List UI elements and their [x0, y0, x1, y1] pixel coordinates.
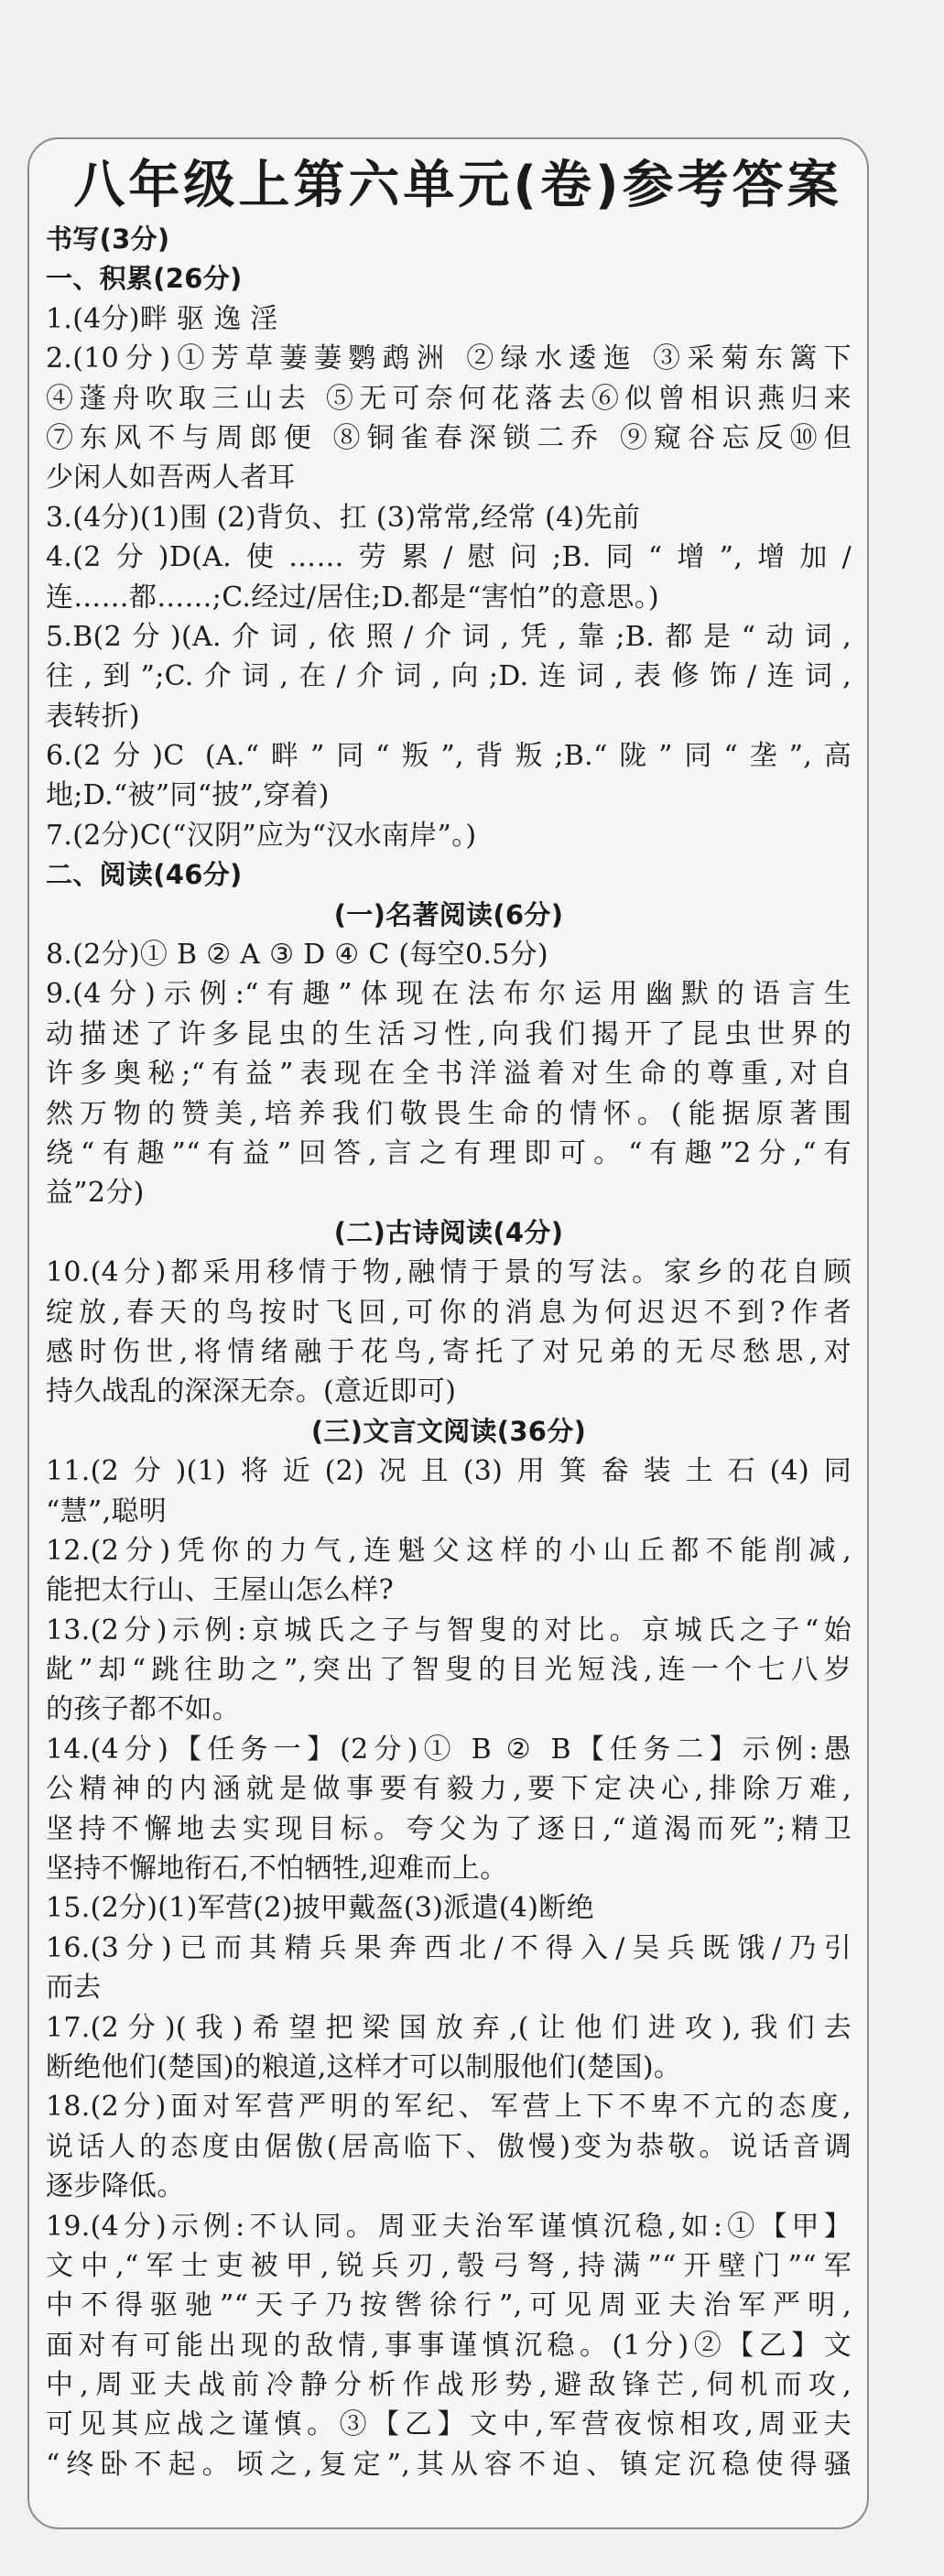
answer-content [46, 220, 852, 2484]
answer-line: 4.(2分)D(A.使……劳累/慰问;B.同“增”,增加/ [46, 541, 852, 574]
section-heading: 二、阅读(46分) [46, 859, 243, 891]
answer-line: 而去 [46, 1972, 102, 2005]
section-heading: (三)文言文阅读(36分) [310, 1415, 587, 1447]
answer-line: 少闲人如吾两人者耳 [46, 462, 296, 495]
section-heading: (一)名著阅读(6分) [333, 898, 564, 930]
answer-line: 往,到”;C.介词,在/介词,向;D.连词,表修饰/连词, [46, 660, 852, 693]
answer-line: 断绝他们(楚国)的粮道,这样才可以制服他们(楚国)。 [46, 2050, 682, 2083]
answer-line: 公精神的内涵就是做事要有毅力,要下定决心,排除万难, [46, 1773, 852, 1806]
answer-line: 18.(2分)面对军营严明的军纪、军营上下不卑不亢的态度, [46, 2091, 852, 2124]
answer-line: 说话人的态度由倨傲(居高临下、傲慢)变为恭敬。说话音调 [46, 2130, 852, 2163]
answer-line: 动描述了许多昆虫的生活习性,向我们揭开了昆虫世界的 [46, 1017, 852, 1050]
section-heading: (二)古诗阅读(4分) [333, 1216, 564, 1248]
answer-line: 龀”却“跳往助之”,突出了智叟的目光短浅,连一个七八岁 [46, 1654, 852, 1687]
answer-line: 的孩子都不如。 [46, 1693, 241, 1726]
answer-line: 绽放,春天的鸟按时飞回,可你的消息为何迟迟不到?作者 [46, 1296, 852, 1329]
answer-line: 11.(2分)(1)将近(2)况且(3)用箕畚装土石(4)同 [46, 1455, 852, 1488]
answer-line: 17.(2分)(我)希望把梁国放弃,(让他们进攻),我们去 [46, 2011, 852, 2044]
answer-line: ④蓬舟吹取三山去 ⑤无可奈何花落去⑥似曾相识燕归来 [46, 382, 852, 415]
section-heading: 一、积累(26分) [46, 263, 243, 295]
answer-line: 8.(2分)① B ② A ③ D ④ C (每空0.5分) [46, 939, 548, 972]
answer-line: 可见其应战之谨慎。③【乙】文中,军营夜惊相攻,周亚夫 [46, 2408, 852, 2441]
answer-line: 12.(2分)凭你的力气,连魁父这样的小山丘都不能削减, [46, 1534, 852, 1567]
answer-line: 绕“有趣”“有益”回答,言之有理即可。“有趣”2分,“有 [46, 1136, 852, 1169]
answer-line: 13.(2分)示例:京城氏之子与智叟的对比。京城氏之子“始 [46, 1614, 852, 1647]
answer-line: 感时伤世,将情绪融于花鸟,寄托了对兄弟的无尽愁思,对 [46, 1335, 852, 1368]
answer-line: 表转折) [46, 700, 140, 733]
answer-line: 9.(4分)示例:“有趣”体现在法布尔运用幽默的语言生 [46, 978, 852, 1011]
answer-line: 5.B(2分)(A.介词,依照/介词,凭,靠;B.都是“动词, [46, 620, 852, 653]
answer-line: 益”2分) [46, 1177, 145, 1210]
answer-line: 坚持不懈地去实现目标。夸父为了逐日,“道渴而死”;精卫 [46, 1812, 852, 1845]
answer-line: 19.(4分)示例:不认同。周亚夫治军谨慎沉稳,如:①【甲】 [46, 2210, 852, 2243]
answer-line: 地;D.“被”同“披”,穿着) [46, 779, 330, 812]
answer-line: 能把太行山、王屋山怎么样? [46, 1574, 394, 1607]
answer-line: 3.(4分)(1)围 (2)背负、扛 (3)常常,经常 (4)先前 [46, 501, 641, 534]
answer-line: 10.(4分)都采用移情于物,融情于景的写法。家乡的花自顾 [46, 1256, 852, 1289]
answer-line: 中,周亚夫战前冷静分析作战形势,避敌锋芒,伺机而攻, [46, 2369, 852, 2402]
answer-line: 面对有可能出现的敌情,事事谨慎沉稳。(1分)②【乙】文 [46, 2329, 852, 2362]
page-title: 八年级上第六单元(卷)参考答案 [73, 156, 842, 215]
answer-line: 文中,“军士吏被甲,锐兵刃,彀弓弩,持满”“开壁门”“军 [46, 2249, 852, 2282]
answer-line: 逐步降低。 [46, 2170, 185, 2203]
answer-line: “终卧不起。顷之,复定”,其从容不迫、镇定沉稳使得骚 [46, 2448, 852, 2481]
section-heading: 书写(3分) [46, 223, 170, 255]
answer-line: 许多奥秘;“有益”表现在全书洋溢着对生命的尊重,对自 [46, 1058, 852, 1091]
answer-line: 2.(10分)①芳草萋萋鹦鹉洲 ②绿水逶迤 ③采菊东篱下 [46, 342, 852, 375]
answer-line: ⑦东风不与周郎便 ⑧铜雀春深锁二乔 ⑨窥谷忘反⑩但 [46, 421, 852, 454]
answer-line: 然万物的赞美,培养我们敬畏生命的情怀。(能据原著围 [46, 1097, 852, 1130]
answer-line: 连……都……;C.经过/居住;D.都是“害怕”的意思。) [46, 581, 660, 614]
answer-line: “慧”,聪明 [46, 1495, 168, 1527]
answer-line: 持久战乱的深深无奈。(意近即可) [46, 1375, 457, 1408]
answer-line: 1.(4分)畔 驱 逸 淫 [46, 302, 278, 335]
answer-line: 7.(2分)C(“汉阴”应为“汉水南岸”。) [46, 819, 477, 852]
answer-line: 6.(2分)C (A.“畔”同“叛”,背叛;B.“陇”同“垄”,高 [46, 740, 852, 773]
answer-line: 14.(4分)【任务一】(2分)① B ② B【任务二】示例:愚 [46, 1733, 852, 1766]
answer-line: 16.(3分)已而其精兵果奔西北/不得入/吴兵既饿/乃引 [46, 1931, 852, 1964]
answer-line: 坚持不懈地衔石,不怕牺牲,迎难而上。 [46, 1853, 508, 1886]
answer-line: 15.(2分)(1)军营(2)披甲戴盔(3)派遣(4)断绝 [46, 1892, 594, 1925]
answer-line: 中不得驱驰”“天子乃按辔徐行”,可见周亚夫治军严明, [46, 2289, 852, 2322]
